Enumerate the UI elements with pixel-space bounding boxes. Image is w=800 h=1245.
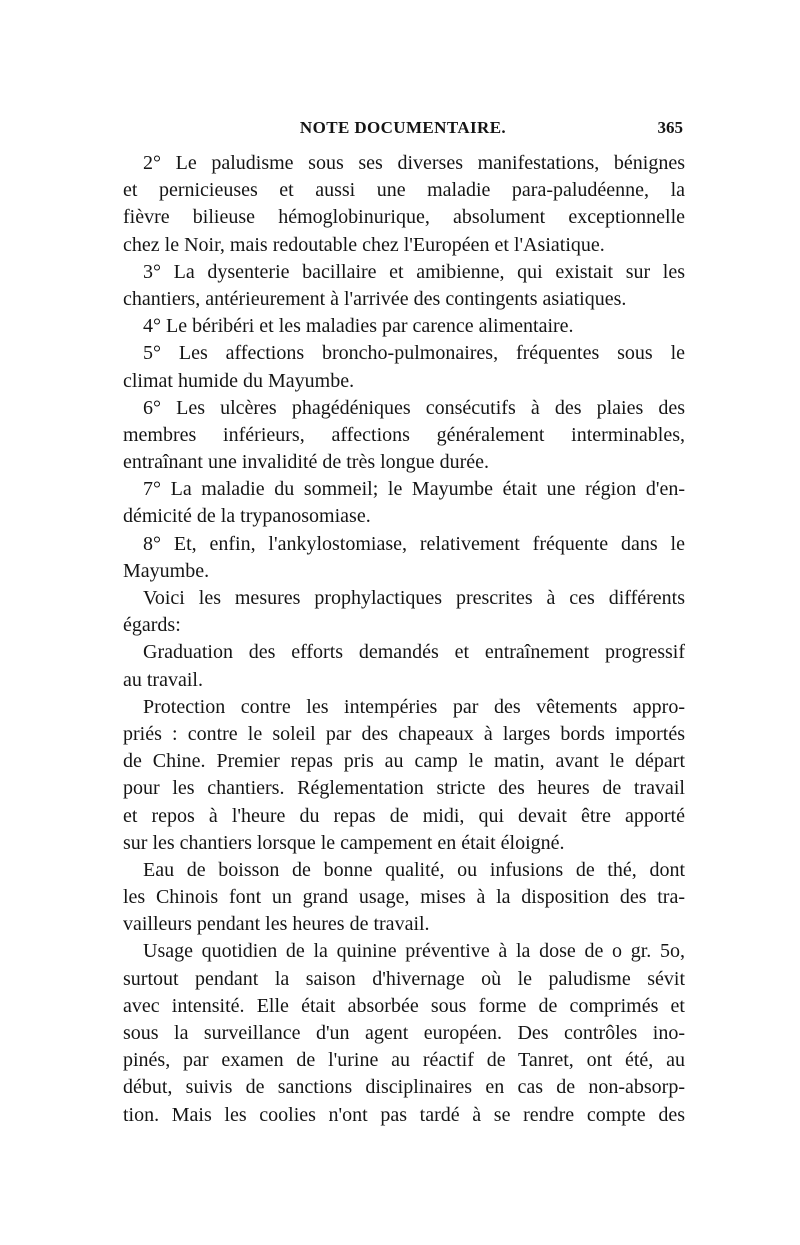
text-line: chantiers, antérieurement à l'arrivée des contingents asiatiques.: [123, 287, 627, 310]
page-number: 365: [657, 118, 683, 137]
text-line: Protection contre les intempéries par des vêtements appro-: [143, 695, 685, 718]
text-line: 2° Le paludisme sous ses diverses manifestations, bénignes: [143, 152, 685, 174]
text-line: 7° La maladie du sommeil; le Mayumbe était une région d'en-: [143, 478, 685, 501]
text-line: chez le Noir, mais redoutable chez l'Européen et l'Asiatique.: [123, 233, 605, 256]
text-line: Mayumbe.: [123, 559, 210, 582]
text-line: Voici les mesures prophylactiques prescrites à ces différents: [143, 587, 685, 609]
running-head: [123, 118, 683, 142]
text-line: de Chine. Premier repas pris au camp le matin, avant le départ: [123, 750, 685, 773]
text-line: membres inférieurs, affections généralement interminables,: [123, 423, 685, 446]
text-line: 4° Le béribéri et les maladies par carence alimentaire.: [143, 315, 574, 338]
text-line: début, suivis de sanctions disciplinaires en cas de non-absorp-: [123, 1076, 685, 1099]
text-line: et repos à l'heure du repas de midi, qui devait être apporté: [123, 804, 685, 827]
text-line: au travail.: [123, 668, 203, 691]
text-line: 5° Les affections broncho-pulmonaires, fréquentes sous le: [143, 342, 685, 365]
body-text: [123, 150, 685, 1129]
text-line: sous la surveillance d'un agent européen. Des contrôles ino-: [123, 1022, 685, 1044]
text-line: et pernicieuses et aussi une maladie para-paludéenne, la: [123, 179, 685, 202]
text-line: démicité de la trypanosomiase.: [123, 505, 371, 528]
text-line: pinés, par examen de l'urine au réactif de Tanret, ont été, au: [123, 1049, 685, 1072]
text-line: pour les chantiers. Réglementation stricte des heures de travail: [123, 777, 685, 800]
text-line: 3° La dysenterie bacillaire et amibienne, qui existait sur les: [143, 260, 685, 283]
text-line: Eau de boisson de bonne qualité, ou infusions de thé, dont: [143, 858, 685, 881]
text-line: avec intensité. Elle était absorbée sous forme de comprimés et: [123, 994, 685, 1017]
text-line: sur les chantiers lorsque le campement en était éloigné.: [123, 831, 565, 854]
text-line: priés : contre le soleil par des chapeaux à larges bords importés: [123, 722, 685, 745]
text-line: les Chinois font un grand usage, mises à la disposition des tra-: [123, 886, 685, 909]
text-line: 8° Et, enfin, l'ankylostomiase, relativement fréquente dans le: [143, 532, 685, 555]
running-title: NOTE DOCUMENTAIRE.: [299, 118, 507, 137]
text-line: entraînant une invalidité de très longue durée.: [123, 451, 489, 474]
text-line: 6° Les ulcères phagédéniques consécutifs à des plaies des: [143, 396, 685, 419]
text-line: tion. Mais les coolies n'ont pas tardé à se rendre compte des: [123, 1103, 685, 1126]
text-line: égards:: [123, 614, 181, 637]
text-line: Usage quotidien de la quinine préventive à la dose de o gr. 5o,: [143, 940, 685, 963]
text-line: climat humide du Mayumbe.: [123, 369, 355, 392]
text-line: surtout pendant la saison d'hivernage où le paludisme sévit: [123, 967, 685, 990]
text-line: vailleurs pendant les heures de travail.: [123, 913, 430, 936]
text-line: fièvre bilieuse hémoglobinurique, absolument exceptionnelle: [123, 206, 685, 229]
text-line: Graduation des efforts demandés et entraînement progressif: [143, 641, 685, 664]
